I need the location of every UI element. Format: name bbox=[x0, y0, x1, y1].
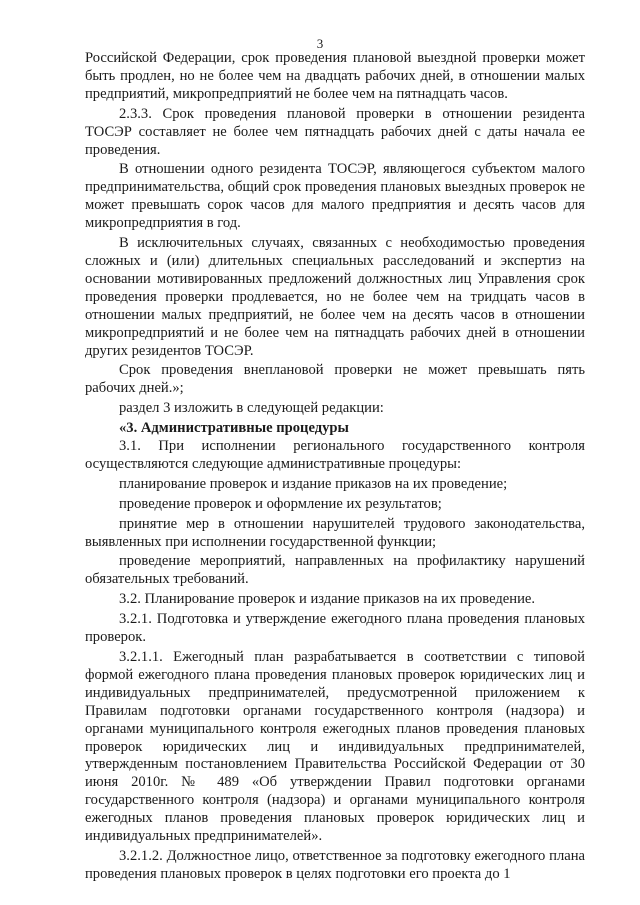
list-item-planning: планирование проверок и издание приказов на их проведение; bbox=[119, 475, 508, 492]
paragraph-3-2-1: 3.2.1. Подготовка и утверждение ежегодного плана проведения плановых проверок. bbox=[85, 611, 585, 646]
paragraph-exceptional-cases: В исключительных случаях, связанных с необходимостью проведения сложных и (или) длительных специальных расследований и экспертиз на основании мотивированных предложений должностных лиц Управления срок проведения проверки продлевается, но не более чем на тридцать часов в отношении малых предприятий, не более чем на десять часов в отношении микропредприятий и не более чем на пятнадцать рабочих дней в отношении других резидентов ТОСЭР. bbox=[85, 235, 585, 359]
paragraph-continuation: Российской Федерации, срок проведения плановой выездной проверки может быть продлен, но не более чем на двадцать рабочих дней, в отношении малых предприятий, микропредприятий не более чем на пятнадцать часов. bbox=[85, 50, 585, 102]
paragraph-small-business-term: В отношении одного резидента ТОСЭР, являющегося субъектом малого предпринимательства, общий срок проведения плановых выездных проверок не может превышать сорок часов для малого предприятия и десять часов для микропредприятия в год. bbox=[85, 161, 585, 232]
paragraph-3-1: 3.1. При исполнении регионального государственного контроля осуществляются следующие административные процедуры: bbox=[85, 438, 585, 472]
section-heading: «3. Административные процедуры bbox=[119, 420, 349, 437]
paragraph-2-3-3: 2.3.3. Срок проведения плановой проверки в отношении резидента ТОСЭР составляет не более чем пятнадцать рабочих дней с даты начала ее проведения. bbox=[85, 105, 585, 158]
paragraph-3-2-1-1: 3.2.1.1. Ежегодный план разрабатывается в соответствии с типовой формой ежегодного плана проведения плановых проверок юридических лиц и индивидуальных предпринимателей, предусмотренной приложением к Правилам подготовки органами государственного контроля (надзора) и органами муниципального контроля ежегодных планов проведения плановых проверок юридических лиц и индивидуальных предпринимателей, утвержденным постановлением Правительства Российской Федерации от 30 июня 2010г. № 489 «Об утверждении Правил подготовки органами государственного контроля (надзора) и органами муниципального контроля ежегодных планов проведения плановых проверок юридических лиц и индивидуальных предпринимателей». bbox=[85, 649, 585, 845]
list-item-prevention: проведение мероприятий, направленных на профилактику нарушений обязательных требований. bbox=[85, 553, 585, 588]
paragraph-section-3-intro: раздел 3 изложить в следующей редакции: bbox=[119, 400, 384, 417]
paragraph-3-2: 3.2. Планирование проверок и издание приказов на их проведение. bbox=[119, 591, 536, 608]
document-body bbox=[85, 50, 585, 886]
page-number: 3 bbox=[316, 36, 324, 51]
list-item-conducting: проведение проверок и оформление их результатов; bbox=[119, 495, 442, 512]
paragraph-3-2-1-2: 3.2.1.2. Должностное лицо, ответственное за подготовку ежегодного плана проведения плановых проверок в целях подготовки его проекта до 1 bbox=[85, 847, 585, 882]
list-item-measures: принятие мер в отношении нарушителей трудового законодательства, выявленных при исполнении государственной функции; bbox=[85, 515, 585, 550]
paragraph-unscheduled-term: Срок проведения внеплановой проверки не может превышать пять рабочих дней.»; bbox=[85, 362, 585, 397]
